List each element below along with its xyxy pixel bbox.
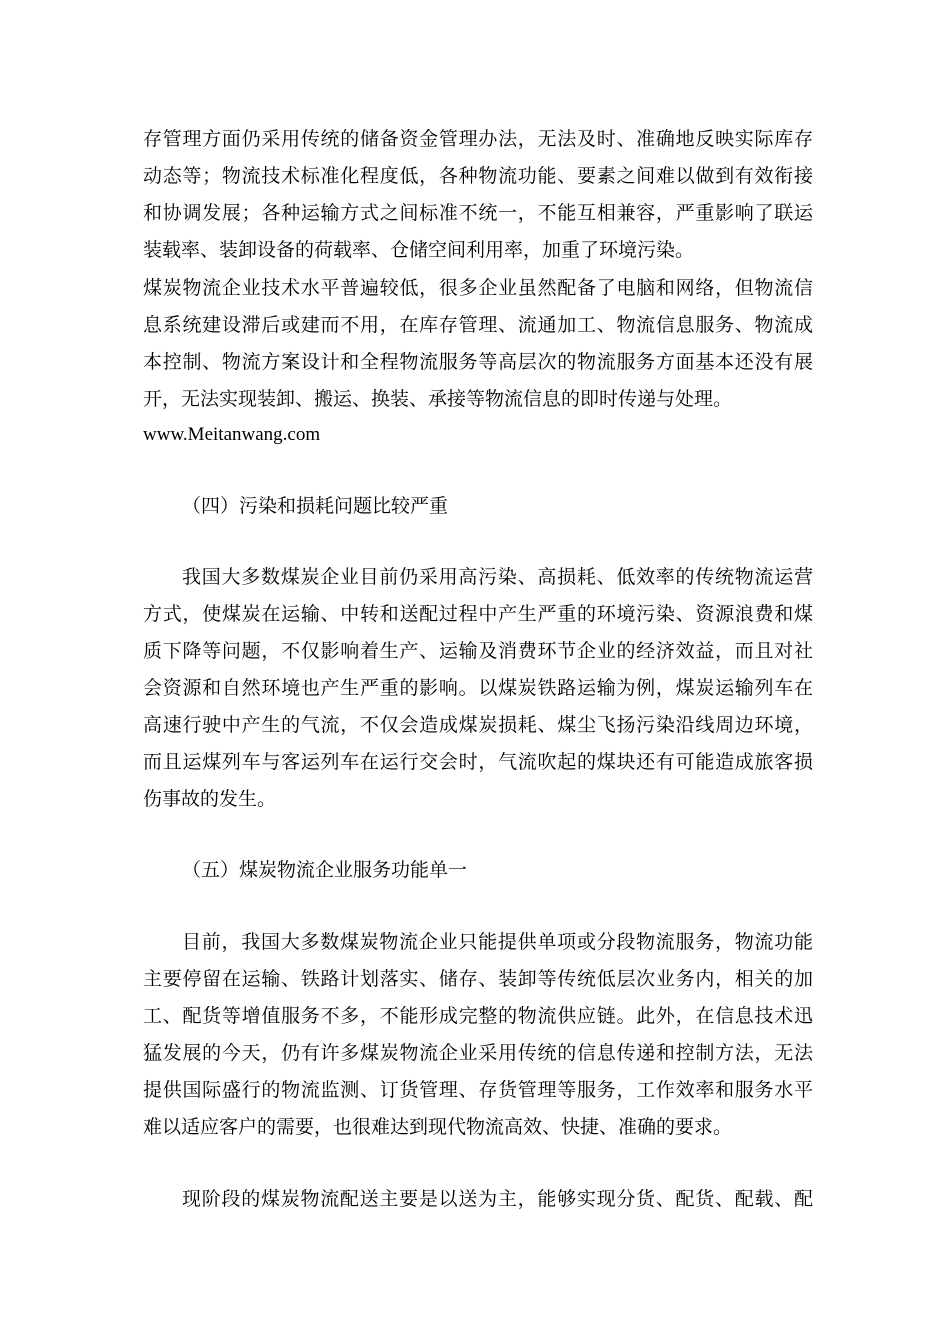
section-heading: （五）煤炭物流企业服务功能单一 [182, 859, 468, 881]
text-line: 高速行驶中产生的气流，不仅会造成煤炭损耗、煤尘飞扬污染沿线周边环境， [143, 714, 813, 736]
text-line: 伤事故的发生。 [143, 788, 277, 810]
text-line: 猛发展的今天，仍有许多煤炭物流企业采用传统的信息传递和控制方法，无法 [143, 1042, 813, 1064]
text-line: 会资源和自然环境也产生严重的影响。以煤炭铁路运输为例，煤炭运输列车在 [143, 677, 813, 699]
text-line: 我国大多数煤炭企业目前仍采用高污染、高损耗、低效率的传统物流运营 [182, 566, 813, 588]
text-line: 方式，使煤炭在运输、中转和送配过程中产生严重的环境污染、资源浪费和煤 [143, 603, 813, 625]
text-line: 存管理方面仍采用传统的储备资金管理办法，无法及时、准确地反映实际库存 [143, 128, 813, 150]
text-line: 装载率、装卸设备的荷载率、仓储空间利用率，加重了环境污染。 [143, 239, 695, 261]
text-line: 质下降等问题，不仅影响着生产、运输及消费环节企业的经济效益，而且对社 [143, 640, 813, 662]
text-line: 现阶段的煤炭物流配送主要是以送为主，能够实现分货、配货、配载、配 [182, 1188, 813, 1210]
text-line: 目前，我国大多数煤炭物流企业只能提供单项或分段物流服务，物流功能 [182, 931, 813, 953]
text-line: 煤炭物流企业技术水平普遍较低，很多企业虽然配备了电脑和网络，但物流信 [143, 277, 813, 299]
section-heading: （四）污染和损耗问题比较严重 [182, 495, 449, 517]
text-line: 动态等；物流技术标准化程度低，各种物流功能、要素之间难以做到有效衔接 [143, 165, 813, 187]
website-text: www.Meitanwang.com [143, 424, 321, 445]
text-line: 主要停留在运输、铁路计划落实、储存、装卸等传统低层次业务内，相关的加 [143, 968, 813, 990]
text-line: 开，无法实现装卸、搬运、换装、承接等物流信息的即时传递与处理。 [143, 388, 733, 410]
text-line: 和协调发展；各种运输方式之间标准不统一，不能互相兼容，严重影响了联运 [143, 202, 813, 224]
text-line: 工、配货等增值服务不多，不能形成完整的物流供应链。此外，在信息技术迅 [143, 1005, 813, 1027]
text-line: 提供国际盛行的物流监测、订货管理、存货管理等服务，工作效率和服务水平 [143, 1079, 813, 1101]
text-line: 息系统建设滞后或建而不用，在库存管理、流通加工、物流信息服务、物流成 [143, 314, 813, 336]
text-line: 而且运煤列车与客运列车在运行交会时，气流吹起的煤块还有可能造成旅客损 [143, 751, 813, 773]
text-line: 难以适应客户的需要，也很难达到现代物流高效、快捷、准确的要求。 [143, 1116, 733, 1138]
text-line: 本控制、物流方案设计和全程物流服务等高层次的物流服务方面基本还没有展 [143, 351, 813, 373]
